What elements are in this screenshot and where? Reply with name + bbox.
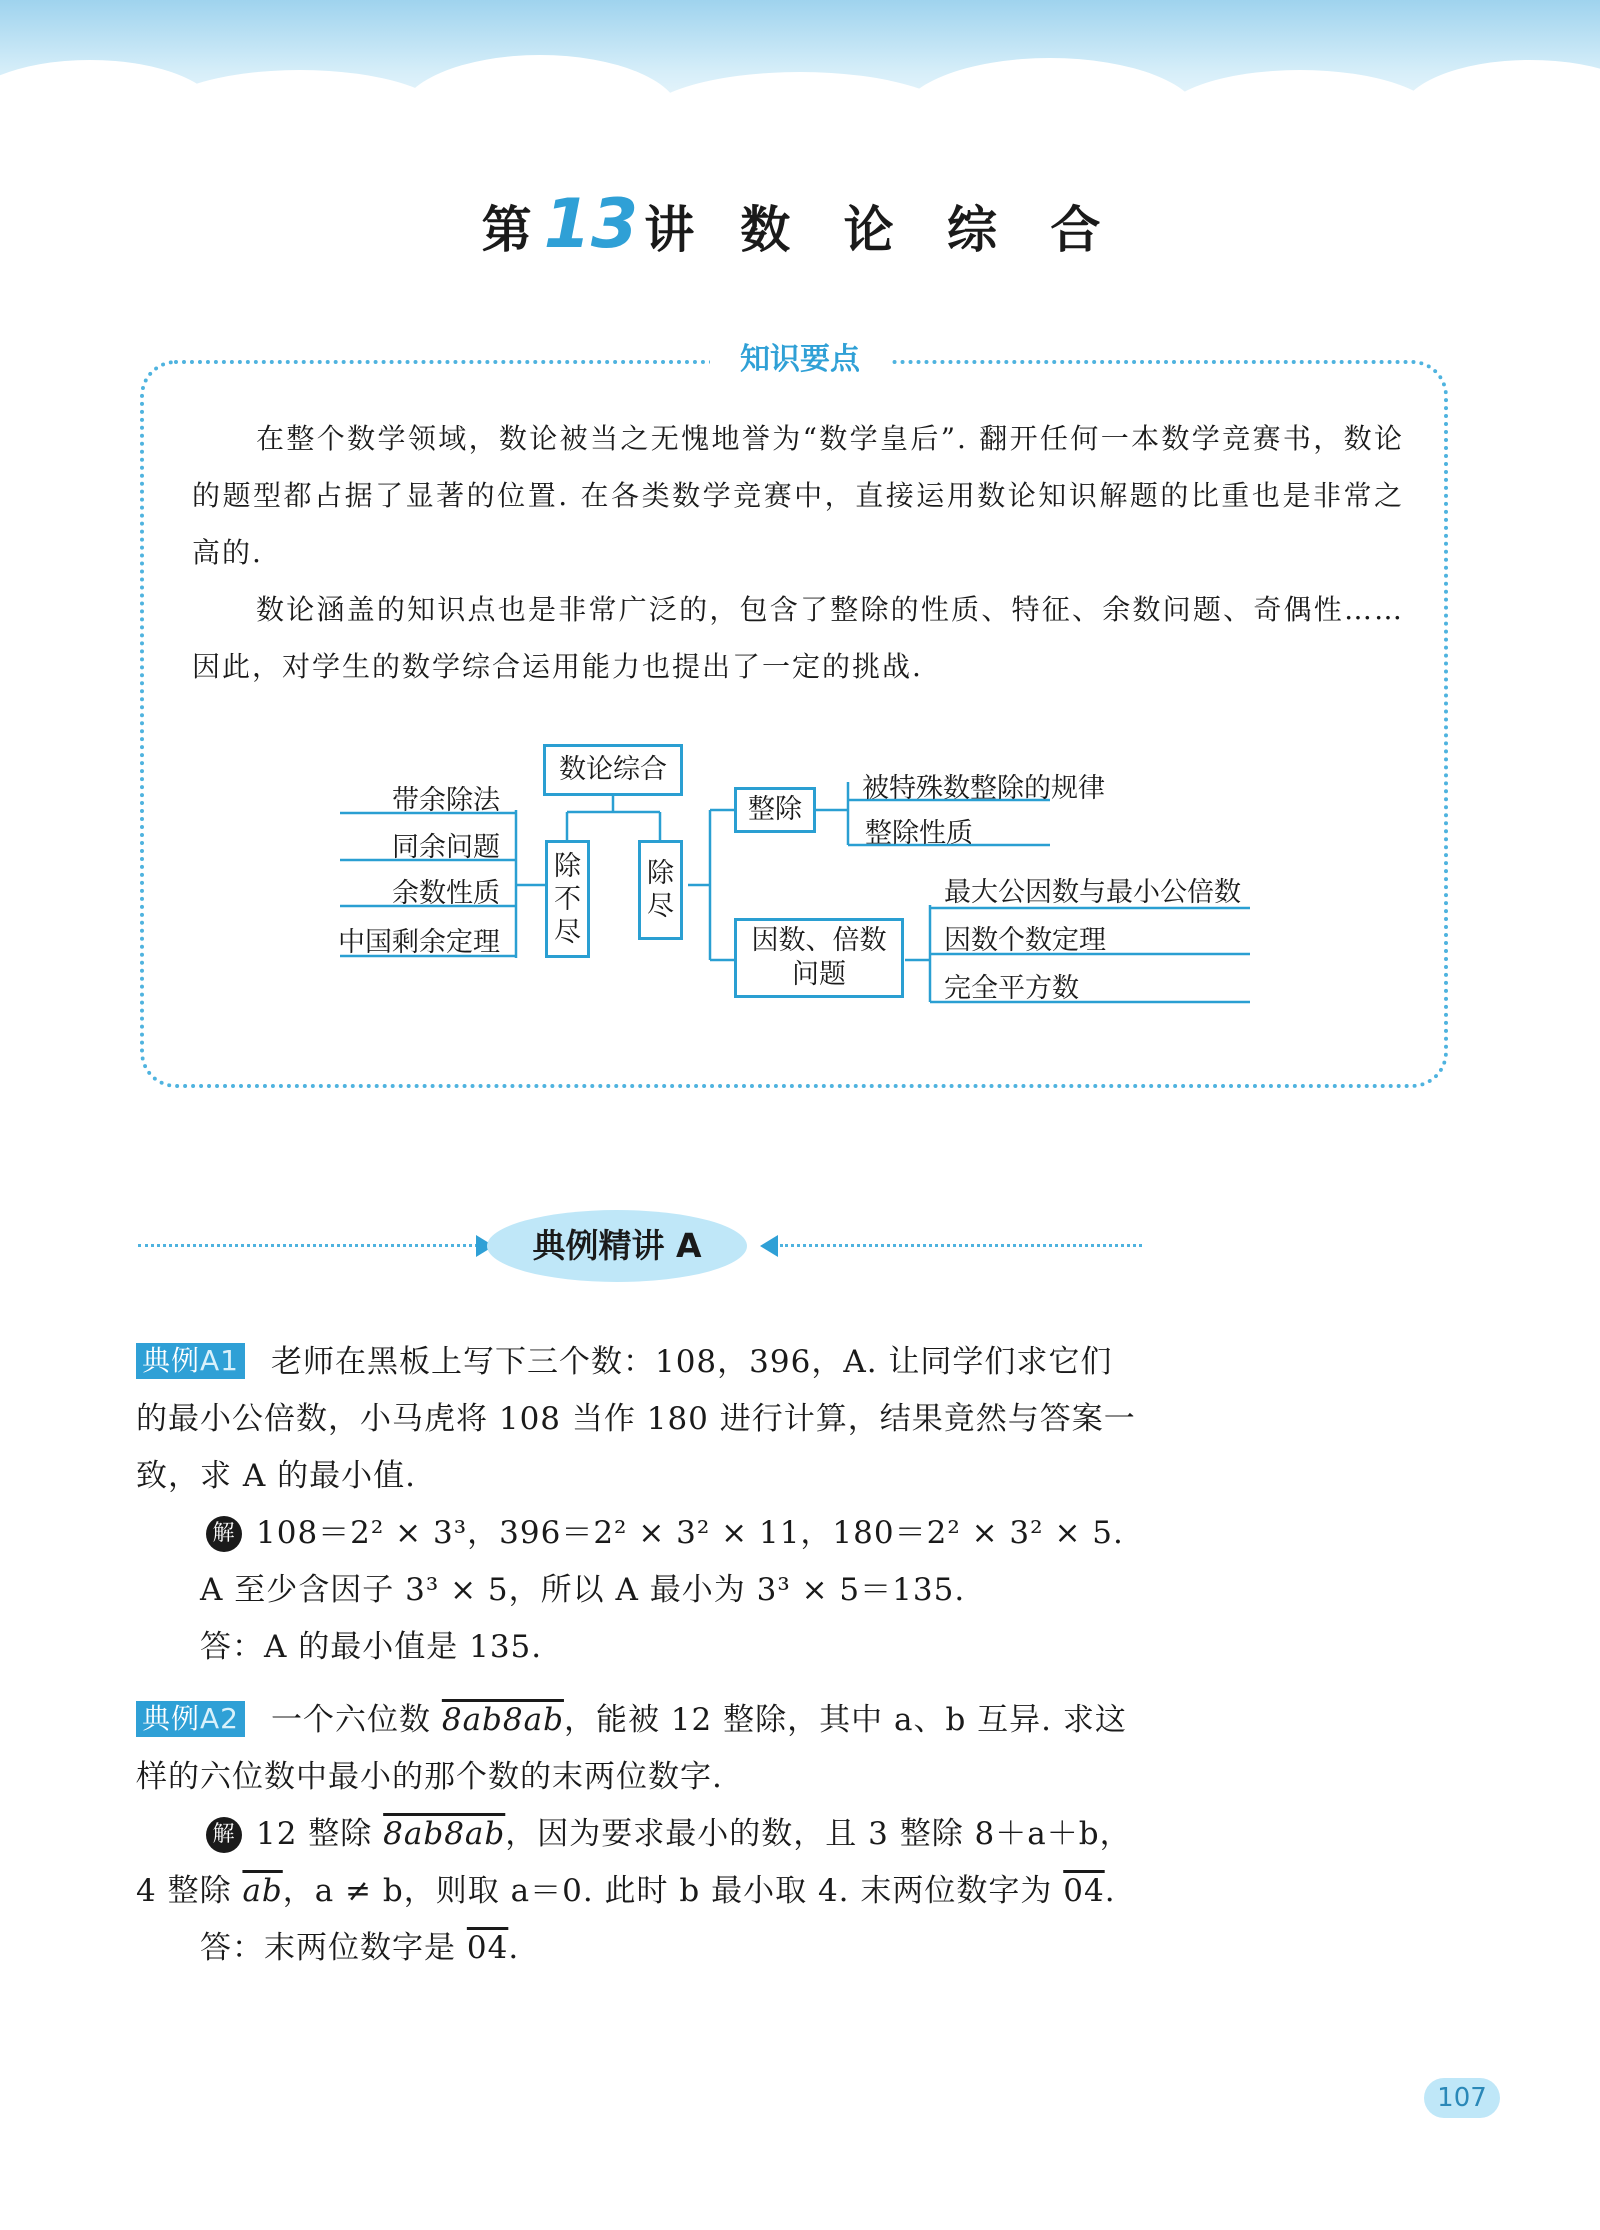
diagram-root: 数论综合: [543, 744, 683, 796]
diagram-left-branch: 除 不 尽: [545, 840, 590, 958]
section-banner: 典例精讲 A: [487, 1210, 747, 1282]
diagram-node-a-item: 整除性质: [865, 818, 973, 849]
example-a1-solution-1: 解 108＝2² × 3³，396＝2² × 3² × 11，180＝2² × 3² × 5.: [206, 1505, 1142, 1562]
diagram-node-b-item: 因数个数定理: [944, 925, 1106, 956]
knowledge-paragraph-1: 在整个数学领域，数论被当之无愧地誉为“数学皇后”. 翻开任何一本数学竞赛书，数论的题型都占据了显著的位置. 在各类数学竞赛中，直接运用数论知识解题的比重也是非常之高的.: [192, 422, 1404, 569]
knowledge-paragraph-2: 数论涵盖的知识点也是非常广泛的，包含了整除的性质、特征、余数问题、奇偶性……因此，对学生的数学综合运用能力也提出了一定的挑战.: [192, 593, 1404, 683]
diagram-right-branch: 除 尽: [638, 840, 683, 940]
knowledge-title: 知识要点: [710, 338, 890, 382]
page-number: 107: [1424, 2078, 1500, 2118]
diagram-node-b-item: 完全平方数: [944, 973, 1079, 1004]
example-a1-answer: 答：A 的最小值是 135.: [200, 1629, 543, 1665]
diagram-left-item: 中国剩余定理: [338, 927, 500, 958]
example-a2-tag: 典例A2: [136, 1701, 245, 1737]
header-fade: [0, 110, 1600, 140]
diagram-node-divisible: 整除: [734, 787, 816, 833]
example-a2-solution: 解 12 整除 8ab8ab，因为要求最小的数，且 3 整除 8＋a＋b，4 整除 $\overline{ab}$，a ≠ b，则取 a＝0. 此时 b 最小取 4. 末两位数字为 04.: [136, 1816, 1132, 1909]
banner-right-dots: [780, 1244, 1142, 1247]
example-a1-solution-2: A 至少含因子 3³ × 5，所以 A 最小为 3³ × 5＝135.: [200, 1572, 966, 1608]
diagram-left-item: 同余问题: [392, 832, 500, 863]
page-title: 第13 讲 数 论 综 合: [481, 185, 1119, 264]
example-a1-problem: 典例A1 老师在黑板上写下三个数：108，396，A. 让同学们求它们的最小公倍数，小马虎将 108 当作 180 进行计算，结果竟然与答案一致，求 A 的最小值.: [136, 1344, 1136, 1494]
example-a1-tag: 典例A1: [136, 1343, 245, 1379]
diagram-node-a-item: 被特殊数整除的规律: [862, 773, 1105, 804]
diagram-node-b-item: 最大公因数与最小公倍数: [944, 877, 1241, 908]
solution-badge: 解: [206, 1516, 242, 1552]
lecture-topic: 数 论 综 合: [740, 201, 1119, 259]
concept-diagram: [330, 740, 1260, 1010]
diagram-left-item: 带余除法: [392, 785, 500, 816]
lecture-number: 13: [543, 185, 639, 264]
banner-right-arrow: [760, 1235, 778, 1257]
solution-badge: 解: [206, 1817, 242, 1853]
cloud-header: [0, 0, 1600, 120]
diagram-left-item: 余数性质: [392, 878, 500, 909]
example-a2-problem: 典例A2 一个六位数 8ab8ab，能被 12 整除，其中 a、b 互异. 求这样的六位数中最小的那个数的末两位数字.: [136, 1702, 1127, 1795]
banner-left-dots: [138, 1244, 478, 1247]
diagram-node-factors: 因数、倍数问题: [734, 918, 904, 998]
example-a2-answer: 答：末两位数字是 04.: [200, 1930, 520, 1966]
